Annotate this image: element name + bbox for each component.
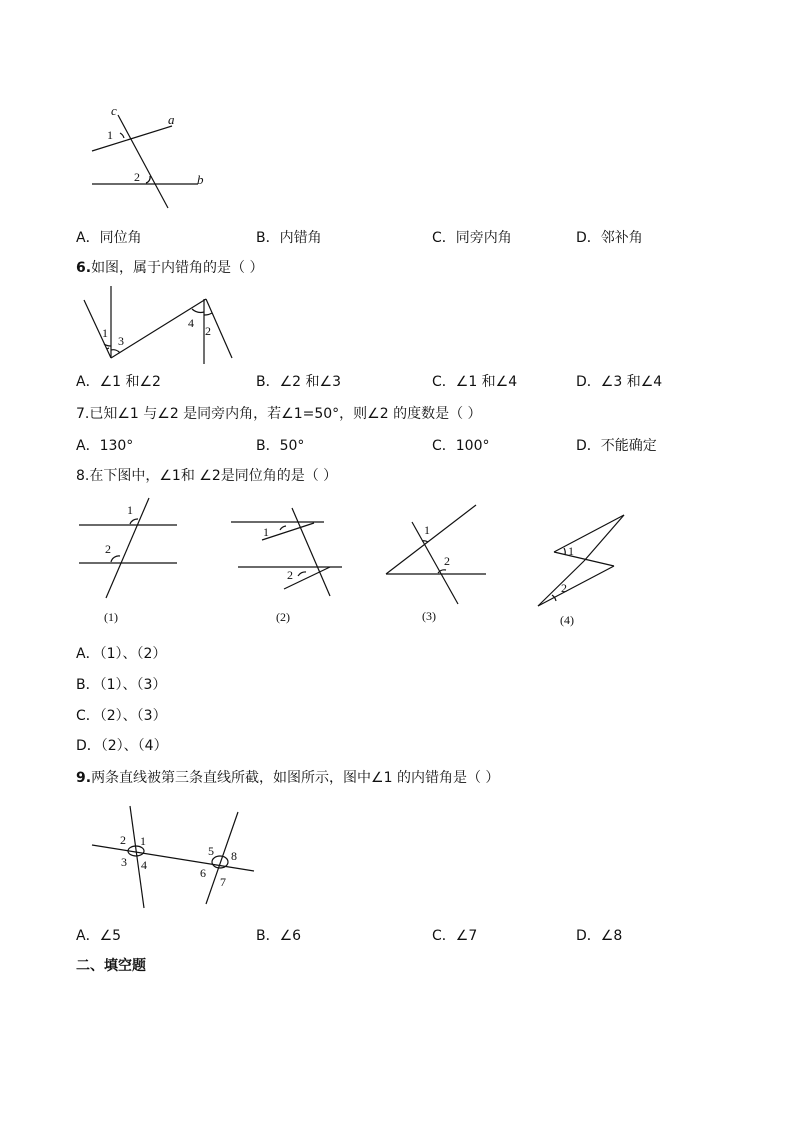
q6-figure	[78, 282, 248, 366]
q9-number: 9.	[76, 770, 92, 786]
q9-option-b: B．∠6	[256, 928, 302, 944]
q8-fig4-angle-2: 2	[561, 581, 567, 595]
q8-fig1-angle-2: 2	[105, 542, 111, 556]
q6-option-b: B．∠2 和∠3	[256, 374, 341, 390]
q6-stem	[76, 259, 264, 277]
q8-caption-2: (2)	[276, 610, 290, 624]
q9-option-a: A．∠5	[76, 928, 122, 944]
q9-text: 两条直线被第三条直线所截，如图所示，图中∠1 的内错角是（ ）	[91, 770, 500, 786]
q9-figure	[88, 800, 260, 914]
q5-angle-2: 2	[134, 170, 140, 184]
q7-option-c: C．100°	[432, 438, 490, 454]
q8-option-c: C．（2）、（3）	[76, 708, 167, 724]
q5-option-b: B．内错角	[256, 230, 322, 246]
q6-label-3: 3	[118, 334, 124, 348]
q5-angle-1: 1	[107, 128, 113, 142]
q8-option-a: A．（1）、（2）	[76, 646, 167, 662]
q5-label-b: b	[197, 172, 204, 187]
q7-option-a: A．130°	[76, 438, 134, 454]
q7-option-d: D．不能确定	[576, 438, 657, 454]
q7-stem: 7.已知∠1 与∠2 是同旁内角，若∠1=50°，则∠2 的度数是（ ）	[76, 406, 482, 422]
q9-label-1: 1	[140, 834, 146, 848]
q6-label-2: 2	[205, 324, 211, 338]
q7-option-b: B．50°	[256, 438, 305, 454]
q8-fig3-angle-1: 1	[424, 523, 430, 537]
q8-fig1-angle-1: 1	[127, 503, 133, 517]
q8-figure-4	[534, 510, 630, 630]
q8-caption-4: (4)	[560, 613, 574, 627]
q6-label-1: 1	[102, 326, 108, 340]
q8-caption-3: (3)	[422, 609, 436, 623]
q8-stem: 8.在下图中，∠1和 ∠2是同位角的是（ ）	[76, 468, 338, 484]
q5-label-a: a	[168, 112, 175, 127]
q5-option-a: A．同位角	[76, 230, 142, 246]
q8-option-d: D．（2）、（4）	[76, 738, 168, 754]
q6-number: 6.	[76, 260, 92, 276]
q5-option-c: C．同旁内角	[432, 230, 512, 246]
section-2-title: 二、填空题	[76, 958, 146, 974]
q5-figure	[80, 100, 220, 212]
q6-text: 如图，属于内错角的是（ ）	[91, 260, 264, 276]
q9-label-7: 7	[220, 875, 226, 889]
q8-figure-1	[76, 492, 180, 628]
q8-fig3-angle-2: 2	[444, 554, 450, 568]
q9-option-d: D．∠8	[576, 928, 623, 944]
q5-option-d: D．邻补角	[576, 230, 643, 246]
q9-label-5: 5	[208, 844, 214, 858]
q6-option-a: A．∠1 和∠2	[76, 374, 161, 390]
q6-option-c: C．∠1 和∠4	[432, 374, 518, 390]
q9-label-6: 6	[200, 866, 206, 880]
q8-option-b: B．（1）、（3）	[76, 677, 167, 693]
q8-fig2-angle-2: 2	[287, 568, 293, 582]
q8-figure-2	[228, 504, 346, 628]
q9-label-8: 8	[231, 849, 237, 863]
q8-fig2-angle-1: 1	[263, 525, 269, 539]
q9-label-3: 3	[121, 855, 127, 869]
q9-option-c: C．∠7	[432, 928, 478, 944]
q6-option-d: D．∠3 和∠4	[576, 374, 663, 390]
q8-caption-1: (1)	[104, 610, 118, 624]
q6-label-4: 4	[188, 316, 194, 330]
q8-fig4-angle-1: 1	[568, 544, 574, 558]
q8-figure-3	[382, 500, 490, 628]
q9-label-4: 4	[141, 858, 147, 872]
q9-stem	[76, 769, 499, 787]
q5-label-c: c	[111, 103, 117, 118]
q9-label-2: 2	[120, 833, 126, 847]
